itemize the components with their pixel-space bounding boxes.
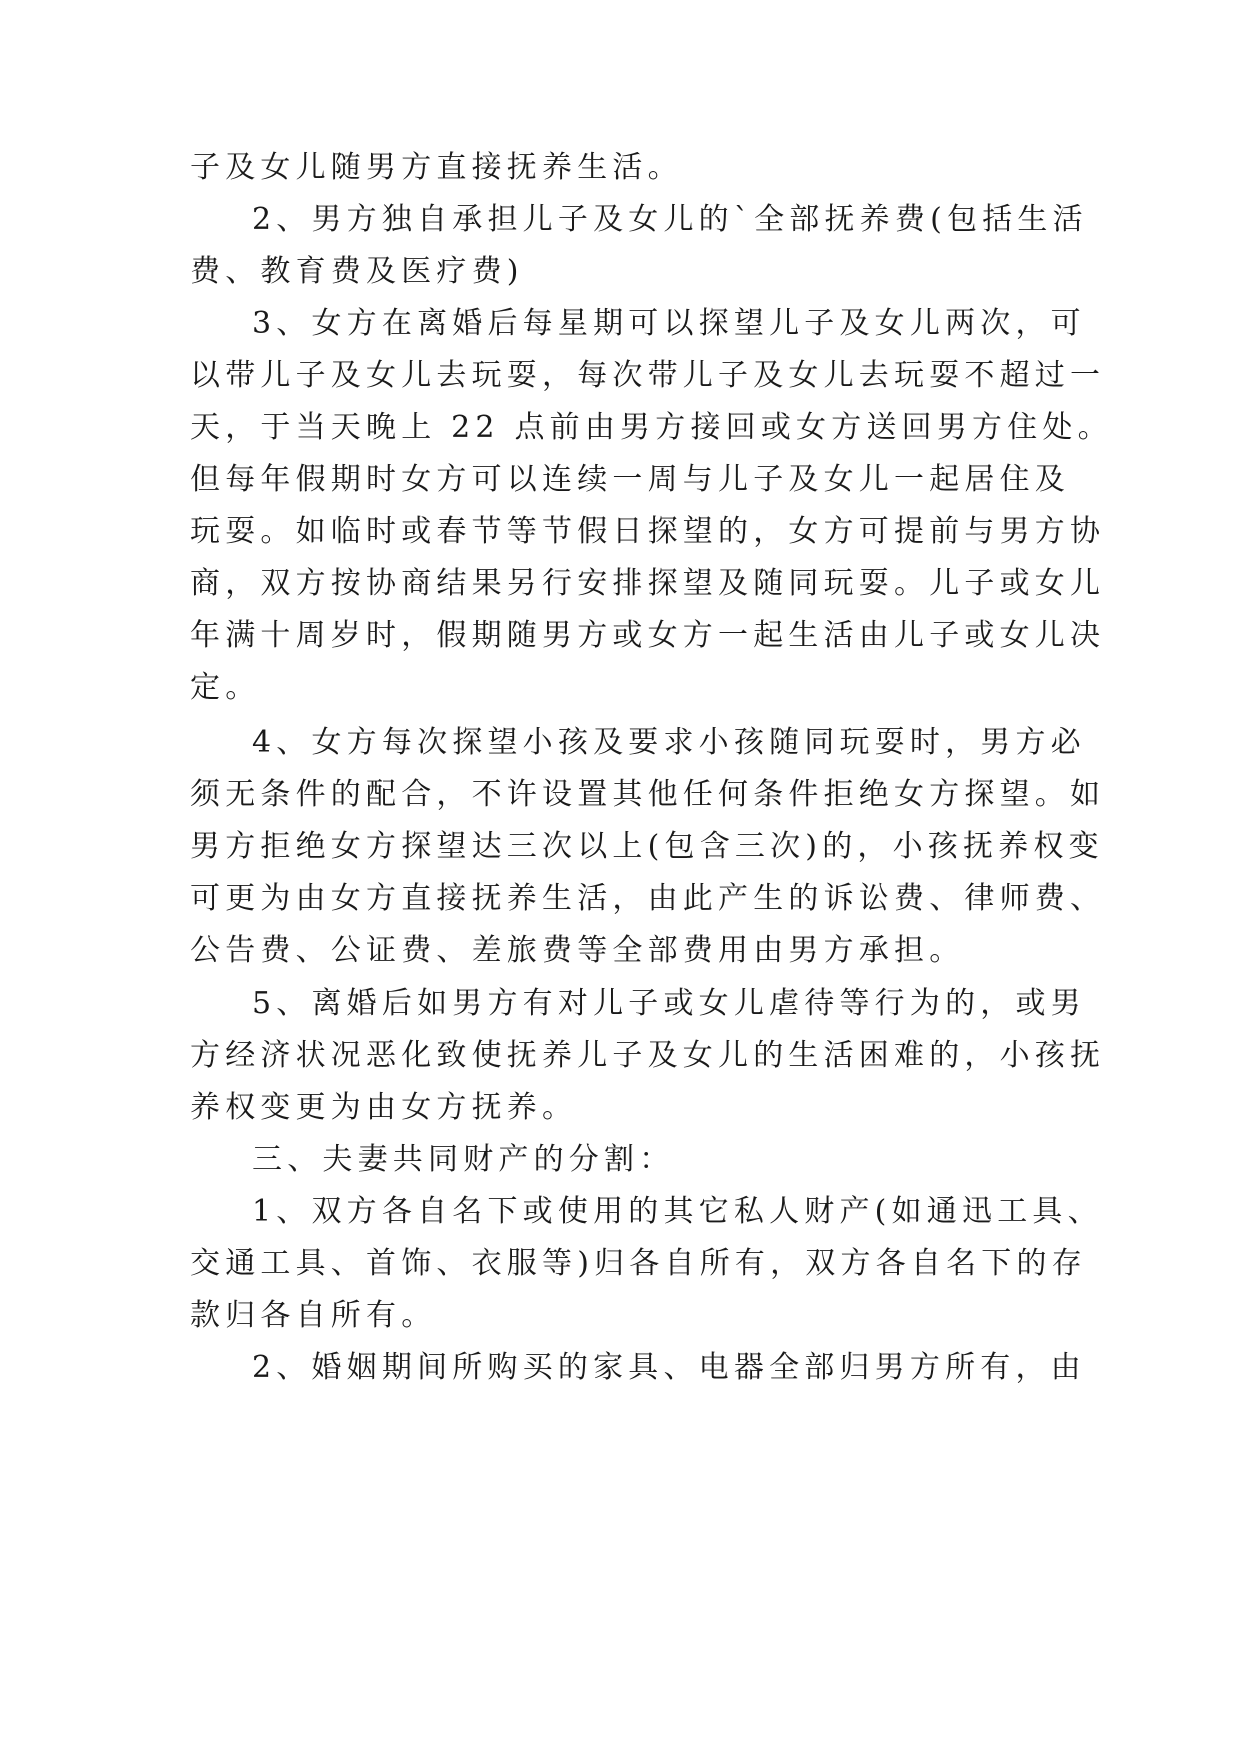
text-line: 公告费、公证费、差旅费等全部费用由男方承担。 [190, 933, 965, 968]
text-line: 子及女儿随男方直接抚养生活。 [190, 150, 683, 185]
text-line: 须无条件的配合，不许设置其他任何条件拒绝女方探望。如 [190, 777, 1106, 812]
text-line: 5、离婚后如男方有对儿子或女儿虐待等行为的，或男 [252, 986, 1086, 1021]
text-line: 玩耍。如临时或春节等节假日探望的，女方可提前与男方协 [190, 514, 1106, 549]
text-line: 以带儿子及女儿去玩耍，每次带儿子及女儿去玩耍不超过一 [190, 358, 1106, 393]
text-line: 2、婚姻期间所购买的家具、电器全部归男方所有，由 [252, 1350, 1086, 1385]
text-line: 4、女方每次探望小孩及要求小孩随同玩耍时，男方必 [252, 725, 1086, 760]
text-line: 方经济状况恶化致使抚养儿子及女儿的生活困难的，小孩抚 [190, 1038, 1106, 1073]
text-line: 款归各自所有。 [190, 1298, 437, 1333]
text-line: 年满十周岁时，假期随男方或女方一起生活由儿子或女儿决 [190, 618, 1106, 653]
text-line: 男方拒绝女方探望达三次以上(包含三次)的，小孩抚养权变 [190, 829, 1104, 864]
text-line: 商，双方按协商结果另行安排探望及随同玩耍。儿子或女儿 [190, 566, 1106, 601]
text-line: 养权变更为由女方抚养。 [190, 1090, 578, 1125]
text-line: 三、夫妻共同财产的分割： [252, 1142, 675, 1177]
text-line: 天，于当天晚上 22 点前由男方接回或女方送回男方住处。 [190, 410, 1113, 445]
text-line: 但每年假期时女方可以连续一周与儿子及女儿一起居住及 [190, 462, 1070, 497]
text-line: 2、男方独自承担儿子及女儿的`全部抚养费(包括生活 [252, 202, 1088, 237]
text-line: 1、双方各自名下或使用的其它私人财产(如通迅工具、 [252, 1194, 1103, 1229]
text-line: 3、女方在离婚后每星期可以探望儿子及女儿两次，可 [252, 306, 1086, 341]
text-line: 交通工具、首饰、衣服等)归各自所有，双方各自名下的存 [190, 1246, 1087, 1281]
text-line: 费、教育费及医疗费) [190, 254, 524, 289]
text-line: 定。 [190, 670, 261, 705]
text-line: 可更为由女方直接抚养生活，由此产生的诉讼费、律师费、 [190, 881, 1106, 916]
